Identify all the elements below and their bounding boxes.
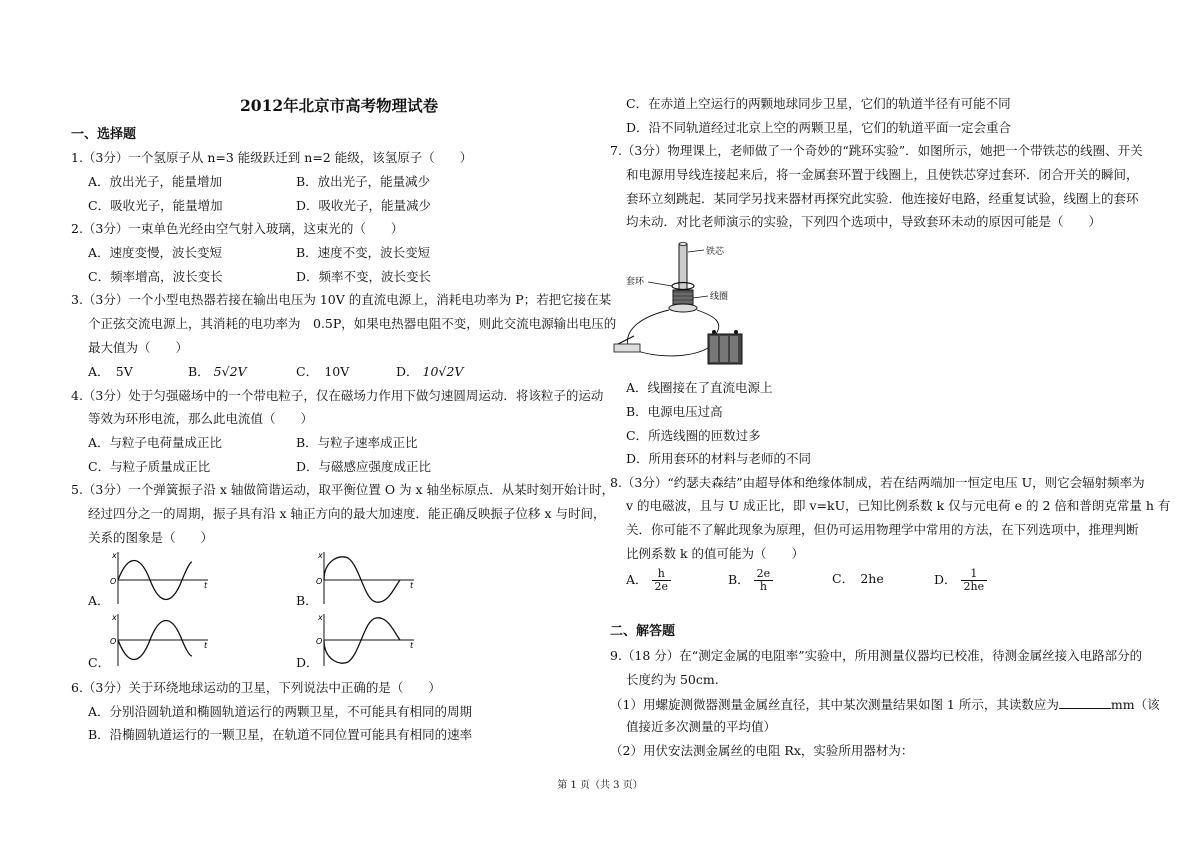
q7-label-coil: 线圈 [710,292,729,302]
q9-answer-blank [1059,696,1111,709]
q8-option-d [934,568,987,593]
q8-option-b-letter: B． [728,572,750,587]
q1-option-a: A．放出光子，能量增加 [88,174,223,189]
q3-option-d-value: 10√2V [422,364,464,379]
q8-option-b [728,568,773,593]
q8-option-d-letter: D． [934,572,957,587]
q6-option-a: A．分别沿圆轨道和椭圆轨道运行的两颗卫星，不可能具有相同的周期 [88,704,473,719]
q4-option-d: D．与磁感应强度成正比 [296,459,432,474]
q7-option-a: A．线圈接在了直流电源上 [626,380,773,395]
q7-line3: 套环立刻跳起．某同学另找来器材再探究此实验．他连接好电路，经重复试验，线圈上的套环 [626,191,1139,206]
q5-graph-a [104,548,214,606]
page-footer: 第 1 页（共 3 页） [557,780,643,791]
q6-option-b: B．沿椭圆轨道运行的一颗卫星，在轨道不同位置可能具有相同的速率 [88,727,473,742]
q8-option-d-fraction [961,568,988,593]
q9-part2: （2）用伏安法测金属丝的电阻 Rx，实验所用器材为： [610,743,914,758]
q1-stem: 1.（3分）一个氢原子从 n=3 能级跃迁到 n=2 能级，该氢原子（ ） [71,150,473,165]
q6-stem: 6.（3分）关于环绕地球运动的卫星，下列说法中正确的是（ ） [71,680,441,695]
q8-a-numerator: h [652,568,672,581]
q4-option-c: C．与粒子质量成正比 [88,459,211,474]
q5-graph-b [310,548,420,606]
section-heading-choice: 一、选择题 [71,127,137,142]
q3-option-a: A． 5V [88,364,133,379]
q5-b-axis-t: t [410,581,414,590]
q3-line1: 3.（3分）一个小型电热器若接在输出电压为 10V 的直流电源上，消耗电功率为 P；若把它接在某 [71,292,612,307]
q6-option-c: C．在赤道上空运行的两颗地球同步卫星，它们的轨道半径有可能不同 [626,96,1011,111]
q2-option-d: D．频率不变，波长变长 [296,269,432,284]
q8-option-c: C． 2he [832,571,884,586]
q7-line4: 均未动．对比老师演示的实验，下列四个选项中，导致套环未动的原因可能是（ ） [626,214,1102,229]
q5-d-axis-x: x [318,613,323,622]
q7-apparatus-figure [604,238,769,366]
q8-b-numerator: 2e [754,568,774,581]
q5-option-d-label: D． [296,655,319,670]
q8-line1: 8.（3分）“约瑟夫森结”由超导体和绝缘体制成，若在结两端加一恒定电压 U，则它会辐射频率为 [610,475,1145,490]
q5-c-origin: O [110,637,117,646]
q5-graph-d [310,610,420,668]
q8-a-denominator: 2e [654,580,669,593]
q5-line1: 5.（3分）一个弹簧振子沿 x 轴做简谐运动，取平衡位置 O 为 x 轴坐标原点．从某时刻开始计时， [71,482,615,497]
q5-a-axis-x: x [112,551,117,560]
q5-b-axis-x: x [318,551,323,560]
q7-option-d: D．所用套环的材料与老师的不同 [626,451,812,466]
q8-line3: 关．你可能不了解此现象为原理，但仍可运用物理学中常用的方法，在下列选项中，推理判断 [626,522,1139,537]
q7-line1: 7.（3分）物理课上，老师做了一个奇妙的“跳环实验”．如图所示，她把一个带铁芯的线圈、开关 [610,143,1143,158]
q2-stem: 2.（3分）一束单色光经由空气射入玻璃，这束光的（ ） [71,221,404,236]
q5-graph-c [104,610,214,668]
q9-line1: 9.（18 分）在“测定金属的电阻率”实验中，所用测量仪器均已校准，待测金属丝接入电路部分的 [610,648,1143,663]
q8-option-b-fraction [754,568,774,593]
q9-line2: 长度约为 50cm. [626,672,719,687]
q5-a-axis-t: t [204,581,208,590]
q1-option-b: B．放出光子，能量减少 [296,174,431,189]
q5-c-axis-x: x [112,613,117,622]
q8-d-numerator: 1 [961,568,988,581]
q3-option-b-letter: B． [188,364,210,379]
q3-option-b-value: 5√2V [213,364,247,379]
q8-option-a-fraction [652,568,672,593]
q5-d-origin: O [316,637,323,646]
q8-option-a [626,568,671,593]
q5-b-origin: O [316,577,323,586]
q7-option-c: C．所选线圈的匝数过多 [626,428,761,443]
q5-c-axis-t: t [204,641,208,650]
q7-option-b: B．电源电压过高 [626,404,723,419]
q5-d-axis-t: t [410,641,414,650]
q3-option-d-letter: D． [396,364,419,379]
q9-part1 [610,696,1160,713]
q4-option-b: B．与粒子速率成正比 [296,435,418,450]
q7-line2: 和电源用导线连接起来后，将一金属套环置于线圈上，且使铁芯穿过套环．闭合开关的瞬间， [626,167,1139,182]
q2-option-b: B．速度不变，波长变短 [296,245,431,260]
q3-option-c: C． 10V [296,364,350,379]
q9-part1-text: （1）用螺旋测微器测量金属丝直径，其中某次测量结果如图 1 所示，其读数应为 [610,697,1059,712]
q1-option-d: D．吸收光子，能量减少 [296,198,432,213]
q8-option-a-letter: A． [626,572,648,587]
q5-a-origin: O [110,577,117,586]
q5-option-c-label: C． [88,655,111,670]
q3-line2: 个正弦交流电源上，其消耗的电功率为 0.5P，如果电热器电阻不变，则此交流电源输出电压的 [88,316,617,331]
q5-option-a-label: A． [88,593,110,608]
q4-line2: 等效为环形电流，那么此电流值（ ） [88,411,314,426]
q5-line3: 关系的图象是（ ） [88,530,214,545]
q4-line1: 4.（3分）处于匀强磁场中的一个带电粒子，仅在磁场力作用下做匀速圆周运动．将该粒子的运动 [71,388,604,403]
q3-option-d [396,364,463,380]
q3-option-b [188,364,247,380]
q2-option-a: A．速度变慢，波长变短 [88,245,223,260]
q8-b-denominator: h [759,580,767,593]
q7-label-core: 铁芯 [706,247,725,257]
q8-line2: v 的电磁波，且与 U 成正比，即 v=kU，已知比例系数 k 仅与元电荷 e 的 2 倍和普朗克常量 h 有 [626,498,1171,513]
q5-line2: 经过四分之一的周期，振子具有沿 x 轴正方向的最大加速度．能正确反映振子位移 x 与时间， [88,506,606,521]
q2-option-c: C．频率增高，波长变长 [88,269,223,284]
q8-d-denominator: 2he [963,580,985,593]
page-title: 2012年北京市高考物理试卷 [240,96,439,115]
section-heading-answer: 二、解答题 [610,624,676,639]
q7-label-ring: 套环 [626,277,645,287]
q8-line4: 比例系数 k 的值可能为（ ） [626,546,805,561]
q6-option-d: D．沿不同轨道经过北京上空的两颗卫星，它们的轨道平面一定会重合 [626,120,1012,135]
q5-option-b-label: B． [296,593,318,608]
q1-option-c: C．吸收光子，能量增加 [88,198,223,213]
q3-line3: 最大值为（ ） [88,340,189,355]
q9-part1-line2: 值接近多次测量的平均值） [626,719,777,734]
q4-option-a: A．与粒子电荷量成正比 [88,435,223,450]
q9-part1-unit: mm（该 [1110,697,1160,712]
